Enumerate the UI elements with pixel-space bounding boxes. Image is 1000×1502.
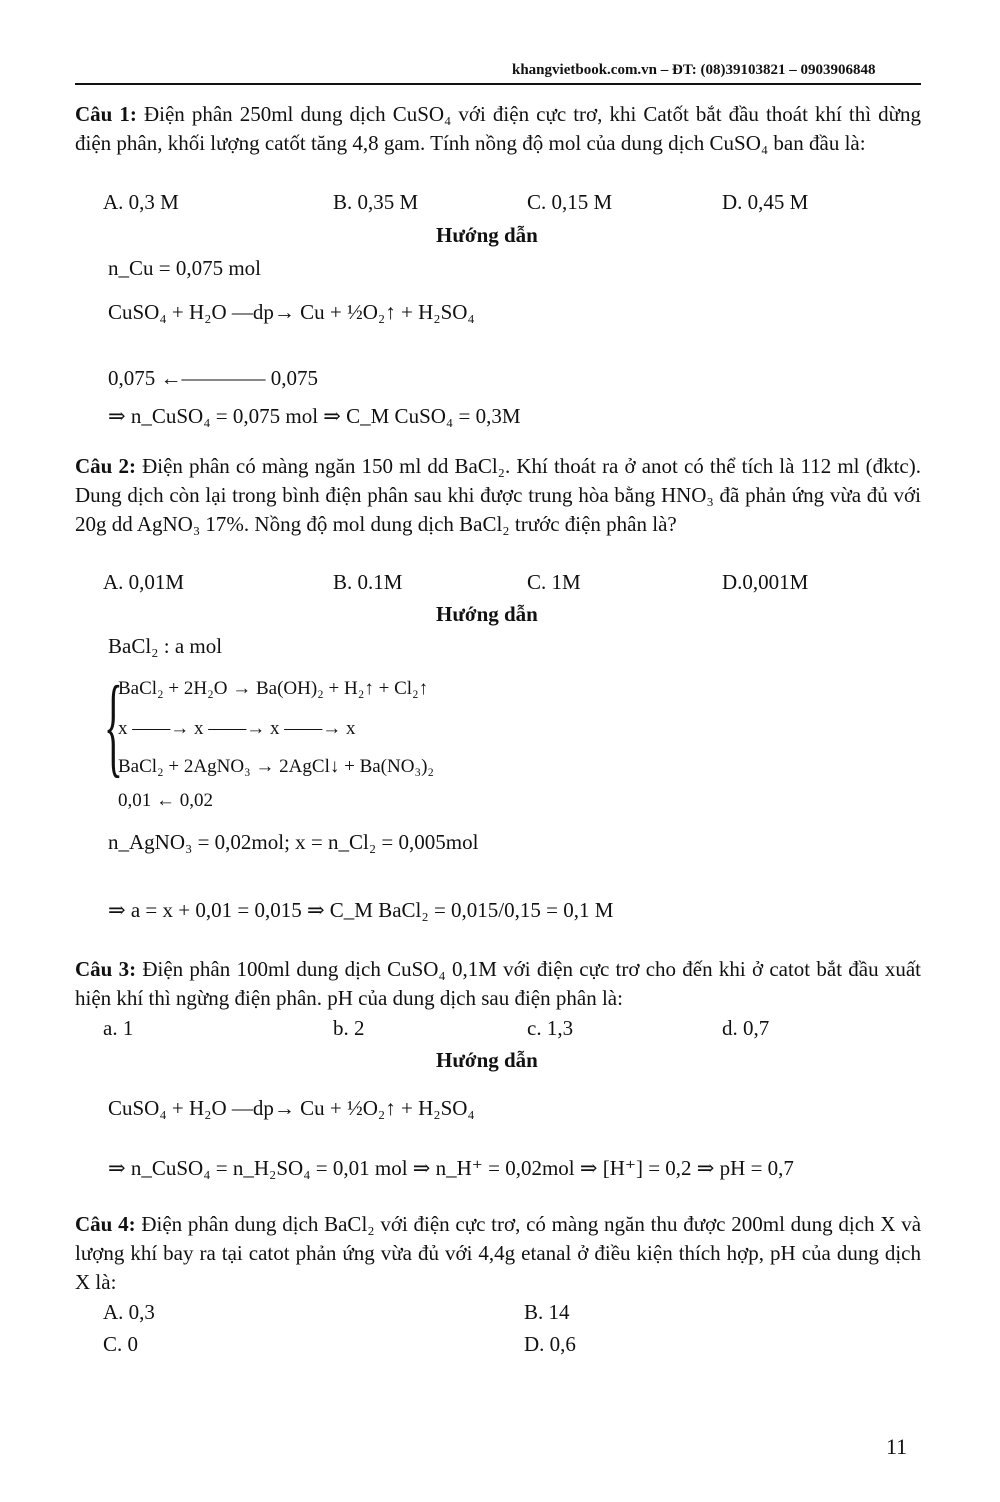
q2-sys2: x ——→ x ——→ x ——→ x bbox=[118, 718, 356, 739]
q1-text-block bbox=[75, 100, 921, 158]
q1-label: Câu 1: bbox=[75, 102, 137, 126]
q1-sol1: n_Cu = 0,075 mol bbox=[108, 256, 262, 280]
q4-text: Điện phân dung dịch BaCl₂ với điện cực trơ, có màng ngăn thu được 200ml dung dịch X và lượng khí bay ra tại catot phản ứng vừa đủ với 4,4g etanal ở điều kiện thích hợp, pH của dung dịch X là: bbox=[75, 1212, 922, 1294]
q2-guide-heading: Hướng dẫn bbox=[436, 602, 538, 626]
page-header: khangvietbook.com.vn – ĐT: (08)39103821 – 0903906848 bbox=[512, 62, 876, 78]
q2-sol1: BaCl₂ : a mol bbox=[108, 634, 223, 658]
q2-sys3: BaCl₂ + 2AgNO₃ → 2AgCl↓ + Ba(NO₃)₂ bbox=[118, 756, 435, 777]
q2-option-a: A. 0,01M bbox=[103, 570, 185, 594]
q4-option-d: D. 0,6 bbox=[524, 1332, 576, 1356]
q1-sol2: CuSO₄ + H₂O —dp→ Cu + ½O₂↑ + H₂SO₄ bbox=[108, 300, 475, 324]
header-rule bbox=[75, 83, 921, 85]
q2-option-b: B. 0.1M bbox=[333, 570, 403, 594]
q3-option-c: c. 1,3 bbox=[527, 1016, 574, 1040]
q2-option-d: D.0,001M bbox=[722, 570, 809, 594]
q1-option-c: C. 0,15 M bbox=[527, 190, 613, 214]
q3-text-block bbox=[75, 955, 921, 1013]
q3-option-b: b. 2 bbox=[333, 1016, 365, 1040]
q2-sys4: 0,01 ← 0,02 bbox=[118, 790, 213, 811]
q1-guide-heading: Hướng dẫn bbox=[436, 223, 538, 247]
q1-option-b: B. 0,35 M bbox=[333, 190, 419, 214]
q2-text-block bbox=[75, 452, 921, 539]
q3-sol2: ⇒ n_CuSO₄ = n_H₂SO₄ = 0,01 mol ⇒ n_H⁺ = 0,02mol ⇒ [H⁺] = 0,2 ⇒ pH = 0,7 bbox=[108, 1156, 794, 1180]
q2-sol2: n_AgNO₃ = 0,02mol; x = n_Cl₂ = 0,005mol bbox=[108, 830, 479, 854]
q4-option-b: B. 14 bbox=[524, 1300, 570, 1324]
q3-option-a: a. 1 bbox=[103, 1016, 134, 1040]
q3-option-d: d. 0,7 bbox=[722, 1016, 770, 1040]
q3-guide-heading: Hướng dẫn bbox=[436, 1048, 538, 1072]
q3-label: Câu 3: bbox=[75, 957, 137, 981]
q3-text: Điện phân 100ml dung dịch CuSO₄ 0,1M với điện cực trơ cho đến khi ở catot bắt đầu xuất hiện khí thì ngừng điện phân. pH của dung dịch sau điện phân là: bbox=[75, 957, 922, 1010]
q4-option-c: C. 0 bbox=[103, 1332, 139, 1356]
q2-label: Câu 2: bbox=[75, 454, 136, 478]
q1-sol3: 0,075 ←———— 0,075 bbox=[108, 366, 318, 390]
q1-text: Điện phân 250ml dung dịch CuSO₄ với điện cực trơ, khi Catốt bắt đầu thoát khí thì dừng điện phân, khối lượng catốt tăng 4,8 gam. Tính nồng độ mol của dung dịch CuSO₄ ban đầu là: bbox=[75, 102, 922, 155]
q4-option-a: A. 0,3 bbox=[103, 1300, 155, 1324]
q1-sol4: ⇒ n_CuSO₄ = 0,075 mol ⇒ C_M CuSO₄ = 0,3M bbox=[108, 404, 521, 428]
q2-text: Điện phân có màng ngăn 150 ml dd BaCl₂. Khí thoát ra ở anot có thể tích là 112 ml (đktc). Dung dịch còn lại trong bình điện phân sau khi được trung hòa bằng HNO₃ đã phản ứng vừa đủ với 20g dd AgNO₃ 17%. Nồng độ mol dung dịch BaCl₂ trước điện phân là? bbox=[75, 454, 921, 536]
page-number: 11 bbox=[886, 1434, 908, 1459]
q2-sys1: BaCl₂ + 2H₂O → Ba(OH)₂ + H₂↑ + Cl₂↑ bbox=[118, 678, 429, 699]
q4-text-block bbox=[75, 1210, 921, 1297]
q4-label: Câu 4: bbox=[75, 1212, 136, 1236]
q3-sol1: CuSO₄ + H₂O —dp→ Cu + ½O₂↑ + H₂SO₄ bbox=[108, 1096, 475, 1120]
q2-option-c: C. 1M bbox=[527, 570, 581, 594]
q1-option-a: A. 0,3 M bbox=[103, 190, 179, 214]
q1-option-d: D. 0,45 M bbox=[722, 190, 809, 214]
q2-sol3: ⇒ a = x + 0,01 = 0,015 ⇒ C_M BaCl₂ = 0,015/0,15 = 0,1 M bbox=[108, 898, 614, 922]
system-brace: { bbox=[104, 664, 123, 788]
